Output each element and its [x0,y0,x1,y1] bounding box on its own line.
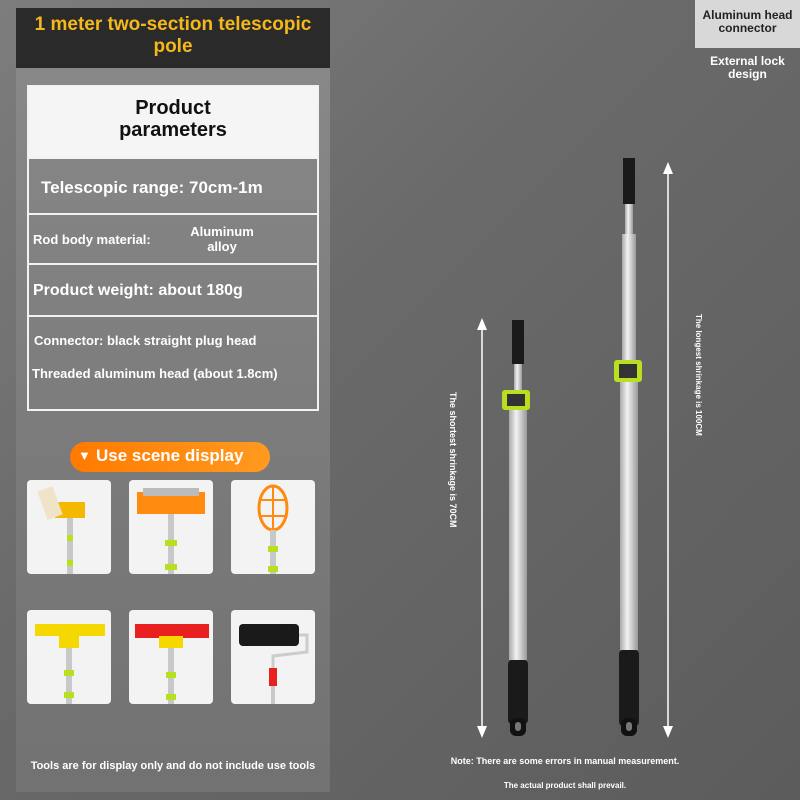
short-length-arrow [477,318,487,738]
row-divider [29,157,317,159]
scene-tile-yellow-squeegee [27,610,111,704]
black-roller-tool-icon [231,610,315,704]
row-divider [29,315,317,317]
paint-roller-tool-icon [27,480,111,574]
footer-disclaimer: Tools are for display only and do not include use tools [30,760,316,772]
scene-tile-scraper [129,480,213,574]
scene-tile-red-squeegee [129,610,213,704]
scene-tile-fruit-picker [231,480,315,574]
long-length-arrow [663,162,673,738]
scene-label-text: Use scene display [96,446,244,465]
row-divider [29,263,317,265]
measurement-note: Note: There are some errors in manual measurement. [450,756,680,766]
prevail-note: The actual product shall prevail. [503,781,627,790]
shortest-length-label: The shortest shrinkage is 70CM [448,392,458,528]
product-title: 1 meter two-section telescopic pole [34,14,312,57]
poles-illustration [440,150,700,750]
scraper-tool-icon [129,480,213,574]
connector-label: Aluminum head connector [702,8,793,35]
parameters-table [27,85,319,411]
rod-body-value: Aluminum alloy [190,224,254,254]
triangle-down-icon: ▼ [78,448,91,463]
long-pole [614,158,642,736]
fruit-picker-tool-icon [231,480,315,574]
scene-tile-black-roller [231,610,315,704]
lock-label: External lock design [710,54,785,81]
red-squeegee-tool-icon [129,610,213,704]
row-divider [29,213,317,215]
connector-spec: Connector: black straight plug head [34,333,257,348]
parameters-header-text: Product parameters [119,97,227,141]
yellow-squeegee-tool-icon [27,610,111,704]
rod-body-label: Rod body material: [33,232,151,247]
scene-tile-paint-roller [27,480,111,574]
longest-length-label: The longest shrinkage is 100CM [694,314,703,436]
threaded-head-spec: Threaded aluminum head (about 1.8cm) [32,366,278,381]
short-pole [502,320,530,736]
telescopic-range: Telescopic range: 70cm-1m [41,178,263,197]
product-weight: Product weight: about 180g [33,282,243,299]
